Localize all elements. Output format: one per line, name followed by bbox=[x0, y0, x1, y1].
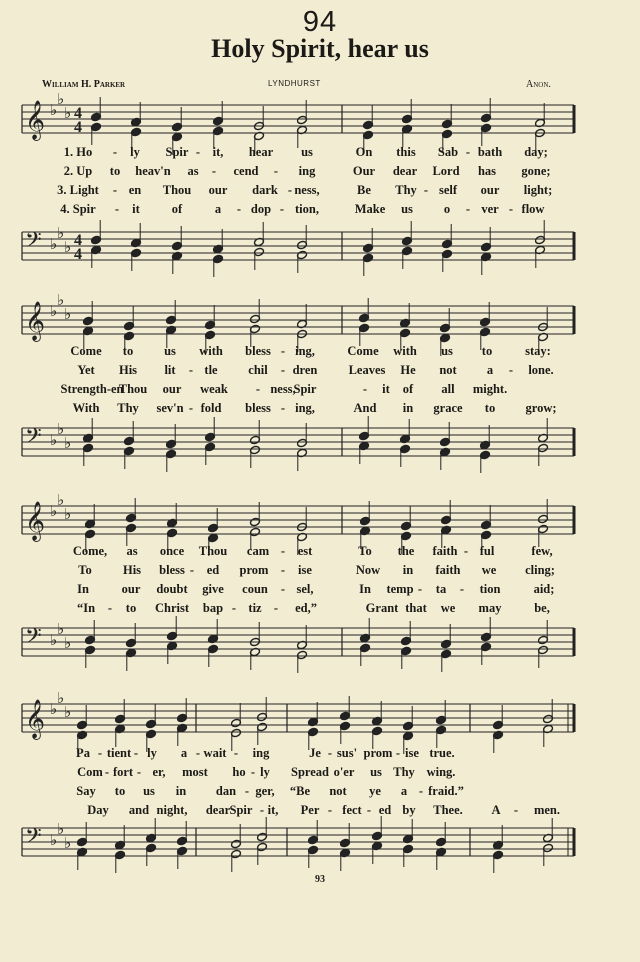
lyric-syllable: tiz bbox=[248, 601, 262, 615]
lyric-syllable: - bbox=[463, 544, 469, 558]
lyric-syllable: a bbox=[400, 784, 408, 798]
lyric-syllable: Yet bbox=[77, 363, 95, 377]
lyric-syllable: might. bbox=[472, 382, 508, 396]
lyric-syllable: Come bbox=[70, 344, 102, 358]
lyric-syllable: sus' bbox=[336, 746, 358, 760]
lyric-syllable: as bbox=[126, 544, 138, 558]
lyric-syllable: ise bbox=[298, 563, 312, 577]
flat-icon: ♭ bbox=[57, 491, 65, 509]
lyric-syllable: fold bbox=[200, 401, 222, 415]
hymn-title: Holy Spirit, hear us bbox=[211, 34, 429, 63]
lyric-syllable: Thy bbox=[395, 183, 417, 197]
lyric-syllable: us bbox=[301, 145, 313, 159]
lyric-syllable: With bbox=[72, 401, 100, 415]
lyric-syllable: us bbox=[441, 344, 453, 358]
lyric-syllable: Spir bbox=[229, 803, 253, 817]
lyric-syllable: lone. bbox=[528, 363, 554, 377]
lyric-syllable: Lord bbox=[432, 164, 460, 178]
lyric-syllable: chil bbox=[248, 363, 268, 377]
lyric-syllable: dren bbox=[292, 363, 318, 377]
lyric-syllable: - bbox=[231, 601, 237, 615]
lyric-syllable: men. bbox=[533, 803, 561, 817]
lyric-syllable: cend bbox=[233, 164, 259, 178]
author-credit: William H. Parker bbox=[42, 79, 126, 90]
lyric-syllable: Je bbox=[309, 746, 321, 760]
time-signature: 4 bbox=[74, 232, 82, 249]
lyric-line bbox=[0, 563, 640, 579]
lyric-syllable: Spread bbox=[291, 765, 329, 779]
lyric-syllable: fraid.” bbox=[428, 784, 464, 798]
lyric-syllable: give bbox=[202, 582, 224, 596]
lyric-syllable: Per bbox=[300, 803, 320, 817]
lyric-syllable: grace bbox=[433, 401, 463, 415]
lyric-syllable: that bbox=[405, 601, 427, 615]
lyric-syllable: ed bbox=[206, 563, 220, 577]
lyric-syllable: grow; bbox=[525, 401, 557, 415]
lyric-syllable: ful bbox=[479, 544, 495, 558]
lyric-syllable: this bbox=[396, 145, 416, 159]
lyric-syllable: prom bbox=[239, 563, 269, 577]
lyric-syllable: - bbox=[136, 765, 142, 779]
lyric-syllable: not bbox=[439, 363, 457, 377]
lyric-syllable: of bbox=[402, 382, 414, 396]
lyric-syllable: prom bbox=[363, 746, 393, 760]
lyric-syllable: day; bbox=[524, 145, 548, 159]
flat-icon: ♭ bbox=[50, 101, 58, 119]
lyric-syllable: 4. Spir bbox=[60, 202, 96, 216]
lyric-syllable: stay: bbox=[525, 344, 551, 358]
lyric-syllable: - bbox=[112, 145, 118, 159]
lyric-syllable: sev'n bbox=[156, 401, 184, 415]
lyric-syllable: the bbox=[397, 544, 415, 558]
lyric-syllable: of bbox=[171, 202, 183, 216]
lyric-syllable: - bbox=[195, 145, 201, 159]
lyric-line bbox=[0, 544, 640, 560]
lyric-syllable: self bbox=[438, 183, 458, 197]
lyric-syllable: to bbox=[122, 344, 134, 358]
treble-clef-icon: 𝄞 bbox=[25, 301, 46, 341]
lyric-syllable: it bbox=[132, 202, 140, 216]
flat-icon: ♭ bbox=[64, 505, 72, 523]
lyric-syllable: - bbox=[107, 601, 113, 615]
lyric-syllable: And bbox=[353, 401, 377, 415]
lyric-syllable: - bbox=[195, 746, 201, 760]
lyric-syllable: in bbox=[402, 401, 414, 415]
lyric-syllable: bless bbox=[159, 563, 185, 577]
bass-clef-icon: 𝄢 bbox=[25, 624, 42, 654]
flat-icon: ♭ bbox=[57, 820, 65, 838]
lyric-syllable: a bbox=[486, 363, 494, 377]
lyric-syllable: Thou bbox=[162, 183, 192, 197]
lyric-syllable: - bbox=[417, 582, 423, 596]
lyric-syllable: - bbox=[259, 803, 265, 817]
lyric-syllable: dear bbox=[392, 164, 418, 178]
flat-icon: ♭ bbox=[64, 634, 72, 652]
lyric-line bbox=[0, 803, 640, 819]
treble-clef-icon: 𝄞 bbox=[25, 100, 46, 140]
lyric-syllable: ed,” bbox=[295, 601, 317, 615]
lyric-syllable: - bbox=[279, 202, 285, 216]
lyric-syllable: in bbox=[175, 784, 187, 798]
lyric-syllable: - bbox=[236, 202, 242, 216]
lyric-syllable: ger, bbox=[255, 784, 275, 798]
tune-name: LYNDHURST bbox=[268, 79, 321, 88]
lyric-syllable: - bbox=[280, 363, 286, 377]
flat-icon: ♭ bbox=[57, 620, 65, 638]
lyric-syllable: tion, bbox=[295, 202, 319, 216]
lyric-syllable: bath bbox=[477, 145, 503, 159]
lyric-syllable: not bbox=[329, 784, 347, 798]
lyric-syllable: may bbox=[478, 601, 502, 615]
lyric-syllable: Com bbox=[77, 765, 103, 779]
lyric-syllable: ed bbox=[378, 803, 392, 817]
lyric-syllable: tient bbox=[106, 746, 132, 760]
lyric-syllable: In bbox=[77, 582, 89, 596]
lyric-syllable: - bbox=[280, 582, 286, 596]
lyric-syllable: fect bbox=[342, 803, 362, 817]
lyric-syllable: sel, bbox=[296, 582, 314, 596]
lyric-syllable: flow bbox=[521, 202, 545, 216]
lyric-syllable: faith bbox=[432, 544, 458, 558]
lyric-syllable: Strength-en bbox=[60, 382, 124, 396]
flat-icon: ♭ bbox=[57, 291, 65, 309]
lyric-syllable: tle bbox=[204, 363, 218, 377]
lyric-syllable: bless bbox=[245, 401, 271, 415]
lyric-syllable: - bbox=[189, 563, 195, 577]
lyric-syllable: us bbox=[370, 765, 382, 779]
lyric-syllable: night, bbox=[156, 803, 188, 817]
lyric-syllable: Spir bbox=[165, 145, 189, 159]
bass-clef-icon: 𝄢 bbox=[25, 824, 42, 854]
lyric-syllable: temp bbox=[386, 582, 414, 596]
lyric-syllable: “Be bbox=[289, 784, 311, 798]
lyric-syllable: ta bbox=[435, 582, 447, 596]
flat-icon: ♭ bbox=[50, 431, 58, 449]
lyric-syllable: Pa bbox=[76, 746, 90, 760]
lyric-syllable: - bbox=[280, 544, 286, 558]
treble-clef-icon: 𝄞 bbox=[25, 501, 46, 541]
lyric-syllable: He bbox=[400, 363, 416, 377]
lyric-syllable: - bbox=[366, 803, 372, 817]
lyric-syllable: us bbox=[143, 784, 155, 798]
lyric-syllable: lit bbox=[164, 363, 176, 377]
flat-icon: ♭ bbox=[50, 831, 58, 849]
lyric-syllable: coun bbox=[242, 582, 268, 596]
lyric-line bbox=[0, 582, 640, 598]
flat-icon: ♭ bbox=[64, 305, 72, 323]
lyric-line bbox=[0, 401, 640, 417]
lyric-syllable: 3. Light bbox=[57, 183, 99, 197]
lyric-syllable: - bbox=[250, 765, 256, 779]
lyric-line bbox=[0, 202, 640, 218]
lyric-syllable: - bbox=[327, 746, 333, 760]
flat-icon: ♭ bbox=[57, 689, 65, 707]
lyric-syllable: to bbox=[114, 784, 126, 798]
lyric-syllable: to bbox=[481, 344, 493, 358]
lyric-syllable: Come, bbox=[72, 544, 108, 558]
lyric-syllable: - bbox=[423, 183, 429, 197]
lyric-syllable: Thy bbox=[393, 765, 415, 779]
lyric-syllable: - bbox=[133, 746, 139, 760]
lyric-syllable: ye bbox=[369, 784, 381, 798]
lyric-syllable: Christ bbox=[154, 601, 190, 615]
lyric-syllable: us bbox=[164, 344, 176, 358]
lyric-syllable: - bbox=[327, 803, 333, 817]
flat-icon: ♭ bbox=[50, 502, 58, 520]
lyric-syllable: ing bbox=[252, 746, 270, 760]
hymn-number: 94 bbox=[302, 6, 338, 38]
treble-clef-icon: 𝄞 bbox=[25, 699, 46, 739]
time-signature: 4 bbox=[74, 119, 82, 136]
lyric-syllable: a bbox=[180, 746, 188, 760]
lyric-syllable: - bbox=[418, 784, 424, 798]
lyric-syllable: light; bbox=[523, 183, 553, 197]
lyric-syllable: as bbox=[187, 164, 199, 178]
flat-icon: ♭ bbox=[64, 703, 72, 721]
lyric-syllable: - bbox=[465, 202, 471, 216]
lyric-syllable: dark bbox=[252, 183, 278, 197]
lyric-syllable: we bbox=[440, 601, 456, 615]
lyric-syllable: en bbox=[128, 183, 142, 197]
lyric-syllable: - bbox=[188, 401, 194, 415]
lyric-syllable: - bbox=[280, 401, 286, 415]
lyric-syllable: fort bbox=[112, 765, 134, 779]
lyric-syllable: aid; bbox=[533, 582, 555, 596]
lyric-syllable: wing. bbox=[426, 765, 456, 779]
lyric-syllable: 2. Up bbox=[63, 164, 93, 178]
lyric-syllable: er, bbox=[152, 765, 166, 779]
lyric-syllable: ho bbox=[232, 765, 246, 779]
lyric-line bbox=[0, 382, 640, 398]
lyric-syllable: - bbox=[97, 746, 103, 760]
lyric-syllable: ly bbox=[260, 765, 270, 779]
lyric-syllable: it bbox=[382, 382, 390, 396]
lyric-syllable: Thou bbox=[198, 544, 228, 558]
lyric-syllable: Thee. bbox=[433, 803, 463, 817]
lyric-syllable: Our bbox=[352, 164, 376, 178]
lyric-syllable: our bbox=[208, 183, 228, 197]
lyric-syllable: - bbox=[508, 202, 514, 216]
flat-icon: ♭ bbox=[64, 834, 72, 852]
lyric-syllable: Be bbox=[357, 183, 371, 197]
lyric-syllable: dear bbox=[205, 803, 231, 817]
lyric-syllable: - bbox=[233, 746, 239, 760]
flat-icon: ♭ bbox=[64, 434, 72, 452]
lyric-syllable: - bbox=[395, 746, 401, 760]
lyric-syllable: 1. Ho bbox=[63, 145, 93, 159]
lyric-syllable: On bbox=[355, 145, 373, 159]
lyric-syllable: bap bbox=[202, 601, 224, 615]
lyric-syllable: few, bbox=[531, 544, 553, 558]
lyric-syllable: A bbox=[491, 803, 501, 817]
lyric-syllable: gone; bbox=[521, 164, 551, 178]
lyric-syllable: to bbox=[125, 601, 137, 615]
lyric-syllable: has bbox=[477, 164, 497, 178]
lyric-syllable: once bbox=[159, 544, 185, 558]
lyric-syllable: it, bbox=[267, 803, 279, 817]
lyric-syllable: Grant bbox=[365, 601, 399, 615]
time-signature: 4 bbox=[74, 246, 82, 263]
lyric-syllable: Day bbox=[87, 803, 109, 817]
lyric-syllable: our bbox=[121, 582, 141, 596]
lyric-syllable: - bbox=[114, 202, 120, 216]
flat-icon: ♭ bbox=[57, 420, 65, 438]
flat-icon: ♭ bbox=[50, 235, 58, 253]
lyric-syllable: His bbox=[118, 363, 138, 377]
flat-icon: ♭ bbox=[64, 238, 72, 256]
lyric-syllable: us bbox=[401, 202, 413, 216]
lyric-syllable: in bbox=[402, 563, 414, 577]
time-signature: 4 bbox=[74, 105, 82, 122]
lyric-syllable: - bbox=[287, 183, 293, 197]
lyric-syllable: ise bbox=[405, 746, 419, 760]
lyric-syllable: ly bbox=[147, 746, 157, 760]
lyric-line bbox=[0, 183, 640, 199]
lyric-syllable: - bbox=[188, 363, 194, 377]
page-number: 93 bbox=[315, 874, 325, 885]
bass-clef-icon: 𝄢 bbox=[25, 424, 42, 454]
bass-clef-icon: 𝄢 bbox=[25, 228, 42, 258]
lyric-syllable: doubt bbox=[156, 582, 188, 596]
lyric-syllable: all bbox=[441, 382, 455, 396]
lyric-syllable: est bbox=[297, 544, 313, 558]
lyric-syllable: we bbox=[481, 563, 497, 577]
lyric-syllable: bless bbox=[245, 344, 271, 358]
lyric-syllable: To bbox=[358, 544, 372, 558]
lyric-syllable: wait bbox=[203, 746, 227, 760]
lyric-syllable: and bbox=[128, 803, 150, 817]
lyric-syllable: ly bbox=[130, 145, 140, 159]
lyric-syllable: our bbox=[480, 183, 500, 197]
lyric-syllable: cling; bbox=[525, 563, 555, 577]
lyric-syllable: To bbox=[78, 563, 92, 577]
flat-icon: ♭ bbox=[50, 302, 58, 320]
lyric-syllable: “In bbox=[76, 601, 96, 615]
lyric-syllable: Now bbox=[355, 563, 381, 577]
lyric-syllable: our bbox=[162, 382, 182, 396]
lyric-syllable: o'er bbox=[333, 765, 355, 779]
composer-credit: Anon. bbox=[526, 79, 551, 90]
lyric-syllable: by bbox=[402, 803, 416, 817]
lyric-syllable: Come bbox=[347, 344, 379, 358]
lyric-syllable: In bbox=[359, 582, 371, 596]
flat-icon: ♭ bbox=[50, 700, 58, 718]
lyric-syllable: a bbox=[214, 202, 222, 216]
lyric-syllable: - bbox=[465, 145, 471, 159]
lyric-syllable: His bbox=[122, 563, 142, 577]
lyric-syllable: to bbox=[109, 164, 121, 178]
lyric-syllable: dan bbox=[215, 784, 237, 798]
lyric-syllable: Say bbox=[76, 784, 96, 798]
lyric-line bbox=[0, 765, 640, 781]
lyric-syllable: - bbox=[280, 344, 286, 358]
lyric-syllable: - bbox=[362, 382, 368, 396]
lyric-line bbox=[0, 363, 640, 379]
lyric-syllable: ver bbox=[481, 202, 499, 216]
lyric-line bbox=[0, 601, 640, 617]
lyric-syllable: o bbox=[443, 202, 451, 216]
lyric-syllable: ing, bbox=[295, 401, 315, 415]
lyric-syllable: Thou bbox=[118, 382, 148, 396]
lyric-syllable: - bbox=[273, 164, 279, 178]
lyric-syllable: most bbox=[182, 765, 208, 779]
lyric-syllable: - bbox=[459, 582, 465, 596]
lyric-syllable: hear bbox=[248, 145, 274, 159]
lyric-syllable: tion bbox=[479, 582, 501, 596]
lyric-syllable: true. bbox=[429, 746, 455, 760]
lyric-syllable: faith bbox=[435, 563, 461, 577]
lyric-syllable: - bbox=[513, 803, 519, 817]
lyric-line bbox=[0, 145, 640, 161]
lyric-syllable: Sab bbox=[437, 145, 459, 159]
lyric-syllable: it, bbox=[212, 145, 224, 159]
lyric-syllable: - bbox=[508, 363, 514, 377]
lyric-syllable: heav'n bbox=[135, 164, 171, 178]
lyric-syllable: weak bbox=[200, 382, 228, 396]
lyric-syllable: - bbox=[104, 765, 110, 779]
lyric-syllable: - bbox=[112, 183, 118, 197]
lyric-syllable: be, bbox=[534, 601, 550, 615]
lyric-syllable: - bbox=[244, 784, 250, 798]
flat-icon: ♭ bbox=[64, 104, 72, 122]
lyric-syllable: ness, bbox=[270, 382, 296, 396]
lyric-syllable: Thy bbox=[117, 401, 139, 415]
lyric-line bbox=[0, 784, 640, 800]
lyric-syllable: ing bbox=[298, 164, 316, 178]
lyric-syllable: Leaves bbox=[348, 363, 386, 377]
lyric-line bbox=[0, 344, 640, 360]
lyric-syllable: with bbox=[393, 344, 417, 358]
flat-icon: ♭ bbox=[57, 224, 65, 242]
lyric-syllable: - bbox=[211, 164, 217, 178]
lyric-syllable: dop bbox=[250, 202, 272, 216]
flat-icon: ♭ bbox=[57, 90, 65, 108]
lyric-syllable: ness, bbox=[294, 183, 320, 197]
lyric-line bbox=[0, 746, 640, 762]
lyric-syllable: - bbox=[280, 563, 286, 577]
lyric-syllable: with bbox=[199, 344, 223, 358]
lyric-syllable: - bbox=[255, 382, 261, 396]
lyric-syllable: ing, bbox=[295, 344, 315, 358]
lyric-syllable: Make bbox=[354, 202, 386, 216]
lyric-syllable: - bbox=[273, 601, 279, 615]
flat-icon: ♭ bbox=[50, 631, 58, 649]
lyric-line bbox=[0, 164, 640, 180]
lyric-syllable: Spir bbox=[293, 382, 317, 396]
lyric-syllable: to bbox=[484, 401, 496, 415]
lyric-syllable: cam bbox=[246, 544, 270, 558]
